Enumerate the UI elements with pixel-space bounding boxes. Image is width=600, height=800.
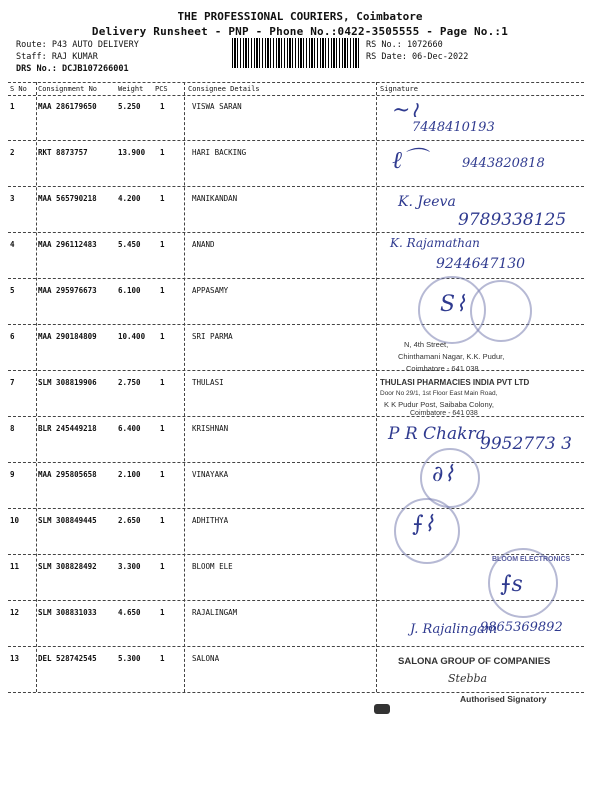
stamp-7-line-4: Coimbatore - 641 038 bbox=[410, 410, 478, 417]
stamp-13-authorised: Authorised Signatory bbox=[460, 694, 547, 704]
row-weight: 10.400 bbox=[118, 332, 146, 341]
signature-1: ~≀ bbox=[392, 98, 419, 123]
row-weight: 6.100 bbox=[118, 286, 141, 295]
signature-name-8: P R Chakra bbox=[388, 424, 486, 444]
row-pcs: 1 bbox=[160, 148, 165, 157]
row-sno: 7 bbox=[10, 378, 15, 387]
rs-number: RS No.: 1072660 bbox=[366, 40, 443, 50]
row-consignment: MAA 565790218 bbox=[38, 194, 97, 203]
row-sno: 12 bbox=[10, 608, 20, 617]
row-details: ADHITHYA bbox=[192, 516, 229, 525]
row-weight: 6.400 bbox=[118, 424, 141, 433]
stamp-11-text: BLOOM ELECTRONICS bbox=[492, 556, 571, 563]
col-sno: S No bbox=[10, 85, 27, 93]
table-row bbox=[8, 646, 584, 693]
row-sno: 8 bbox=[10, 424, 15, 433]
row-sno: 4 bbox=[10, 240, 15, 249]
row-weight: 2.650 bbox=[118, 516, 141, 525]
staff-label: Staff: RAJ KUMAR bbox=[16, 52, 98, 62]
row-sno: 13 bbox=[10, 654, 20, 663]
row-pcs: 1 bbox=[160, 608, 165, 617]
row-consignment: RKT 8873757 bbox=[38, 148, 88, 157]
row-details: VISWA SARAN bbox=[192, 102, 242, 111]
signature-phone-12: 9865369892 bbox=[480, 620, 563, 635]
row-pcs: 1 bbox=[160, 424, 165, 433]
row-weight: 5.300 bbox=[118, 654, 141, 663]
row-sno: 9 bbox=[10, 470, 15, 479]
row-sno: 5 bbox=[10, 286, 15, 295]
row-details: RAJALINGAM bbox=[192, 608, 238, 617]
signature-phone-4: 9244647130 bbox=[436, 256, 526, 272]
barcode bbox=[232, 38, 360, 68]
row-consignment: MAA 295805658 bbox=[38, 470, 97, 479]
stamp-7-line-2: Door No 29/1, 1st Floor East Main Road, bbox=[380, 390, 498, 397]
row-consignment: BLR 245449218 bbox=[38, 424, 97, 433]
row-details: SRI PARMA bbox=[192, 332, 233, 341]
row-weight: 4.650 bbox=[118, 608, 141, 617]
row-pcs: 1 bbox=[160, 654, 165, 663]
row-details: APPASAMY bbox=[192, 286, 229, 295]
row-pcs: 1 bbox=[160, 332, 165, 341]
row-consignment: SLM 308828492 bbox=[38, 562, 97, 571]
table-row bbox=[8, 508, 584, 555]
runsheet-title: Delivery Runsheet - PNP - Phone No.:0422-3505555 - Page No.:1 bbox=[91, 25, 509, 38]
row-pcs: 1 bbox=[160, 286, 165, 295]
signature-name-4: K. Rajamathan bbox=[390, 236, 480, 250]
row-details: THULASI bbox=[192, 378, 224, 387]
stamp-7-line-1: THULASI PHARMACIES INDIA PVT LTD bbox=[380, 378, 530, 387]
row-pcs: 1 bbox=[160, 470, 165, 479]
row-sno: 2 bbox=[10, 148, 15, 157]
signature-phone-2: 9443820818 bbox=[462, 156, 545, 171]
row-weight: 4.200 bbox=[118, 194, 141, 203]
row-pcs: 1 bbox=[160, 378, 165, 387]
col-details: Consignee Details bbox=[188, 85, 260, 93]
row-details: HARI BACKING bbox=[192, 148, 247, 157]
row-consignment: MAA 290184809 bbox=[38, 332, 97, 341]
row-details: BLOOM ELE bbox=[192, 562, 233, 571]
signature-phone-1: 7448410193 bbox=[412, 120, 495, 135]
row-sno: 10 bbox=[10, 516, 20, 525]
rs-date: RS Date: 06-Dec-2022 bbox=[366, 52, 469, 62]
row-pcs: 1 bbox=[160, 194, 165, 203]
table-row bbox=[8, 462, 584, 509]
col-pcs: PCS bbox=[155, 85, 168, 93]
row-sno: 6 bbox=[10, 332, 15, 341]
signature-phone-3: 9789338125 bbox=[458, 210, 567, 230]
row-details: MANIKANDAN bbox=[192, 194, 238, 203]
row-weight: 3.300 bbox=[118, 562, 141, 571]
row-details: SALONA bbox=[192, 654, 220, 663]
signature-phone-8: 9952773 3 bbox=[480, 434, 572, 454]
signature-13: Stebba bbox=[448, 672, 488, 685]
row-sno: 11 bbox=[10, 562, 20, 571]
row-consignment: DEL 528742545 bbox=[38, 654, 97, 663]
row-consignment: SLM 308819906 bbox=[38, 378, 97, 387]
row-pcs: 1 bbox=[160, 562, 165, 571]
row-consignment: SLM 308831033 bbox=[38, 608, 97, 617]
route-label: Route: P43 AUTO DELIVERY bbox=[16, 40, 139, 50]
stamp-6-line-2: Chinthamani Nagar, K.K. Pudur, bbox=[398, 352, 505, 361]
ink-blot bbox=[374, 704, 390, 714]
signature-9: ∂⌇ bbox=[432, 462, 455, 487]
signature-10: ⨍⌇ bbox=[412, 512, 435, 537]
col-weight: Weight bbox=[118, 85, 144, 93]
col-consignment: Consignment No bbox=[38, 85, 98, 93]
row-details: ANAND bbox=[192, 240, 215, 249]
row-pcs: 1 bbox=[160, 102, 165, 111]
row-pcs: 1 bbox=[160, 240, 165, 249]
row-sno: 1 bbox=[10, 102, 15, 111]
signature-11: ⨍s bbox=[500, 572, 523, 597]
row-sno: 3 bbox=[10, 194, 15, 203]
row-consignment: SLM 308849445 bbox=[38, 516, 97, 525]
signature-name-3: K. Jeeva bbox=[398, 194, 456, 210]
row-weight: 2.100 bbox=[118, 470, 141, 479]
signature-name-12: J. Rajalingam bbox=[410, 622, 498, 637]
stamp-13-company: SALONA GROUP OF COMPANIES bbox=[398, 656, 551, 667]
row-pcs: 1 bbox=[160, 516, 165, 525]
row-consignment: MAA 286179650 bbox=[38, 102, 97, 111]
company-title: THE PROFESSIONAL COURIERS, Coimbatore bbox=[177, 10, 423, 23]
drs-label: DRS No.: DCJB107266001 bbox=[16, 64, 129, 74]
row-weight: 5.250 bbox=[118, 102, 141, 111]
signature-5: S⌇ bbox=[440, 292, 466, 317]
stamp-6-line-1: N, 4th Street, bbox=[404, 340, 449, 349]
row-weight: 5.450 bbox=[118, 240, 141, 249]
row-details: KRISHNAN bbox=[192, 424, 229, 433]
row-consignment: MAA 295976673 bbox=[38, 286, 97, 295]
row-consignment: MAA 296112483 bbox=[38, 240, 97, 249]
stamp-circle-5b bbox=[470, 280, 532, 342]
table-row bbox=[8, 94, 584, 141]
row-weight: 13.900 bbox=[118, 148, 146, 157]
signature-2: ℓ⌒ bbox=[392, 146, 426, 174]
row-details: VINAYAKA bbox=[192, 470, 229, 479]
col-signature: Signature bbox=[380, 85, 418, 93]
stamp-6-line-3: Coimbatore - 641 038 bbox=[406, 364, 479, 373]
stamp-7-line-3: K K Pudur Post, Saibaba Colony, bbox=[384, 400, 494, 409]
row-weight: 2.750 bbox=[118, 378, 141, 387]
